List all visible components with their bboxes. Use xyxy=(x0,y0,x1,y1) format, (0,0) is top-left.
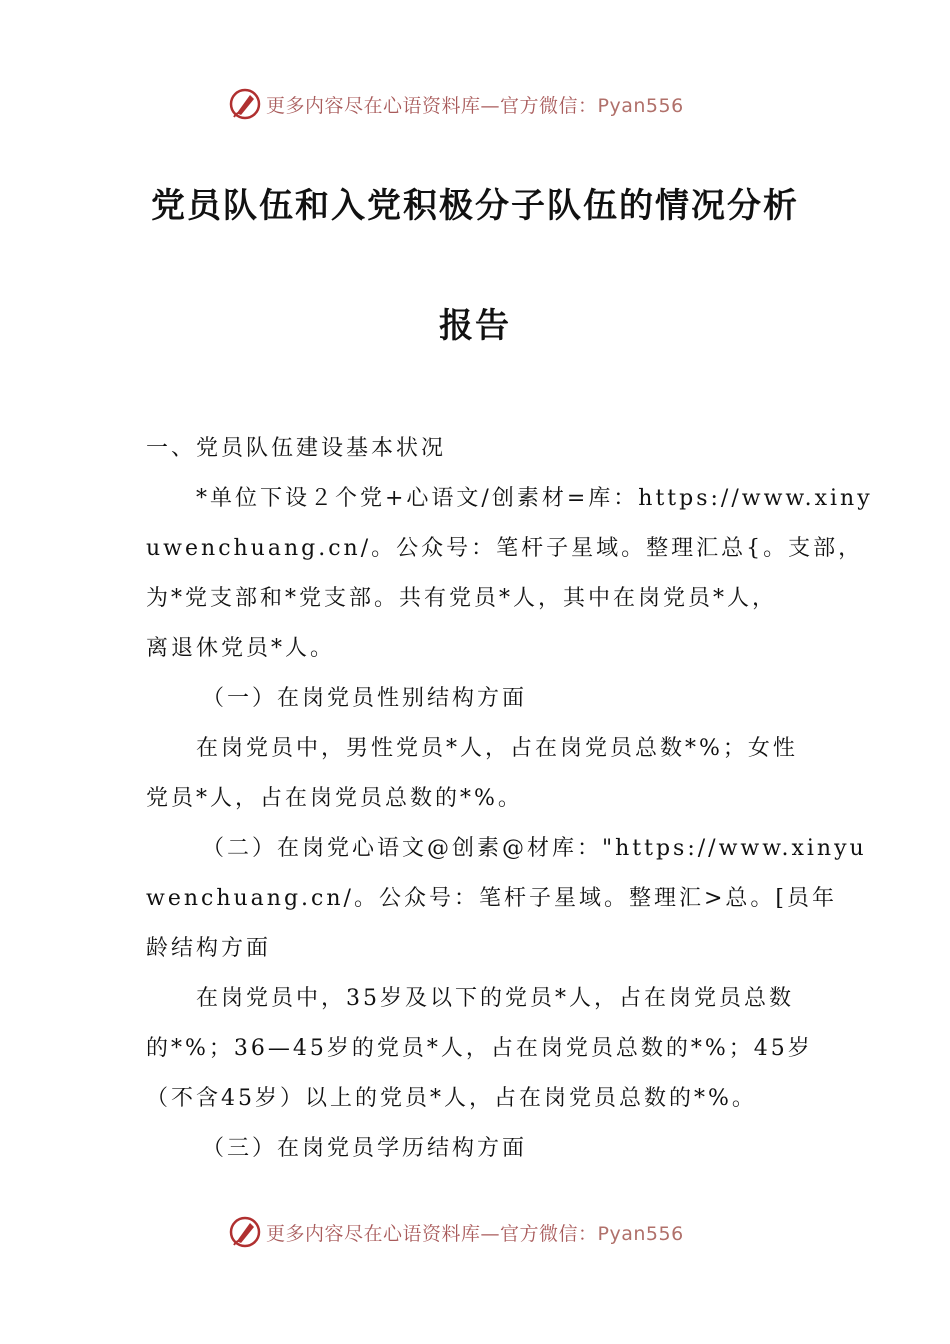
header-banner-cn: 更多内容尽在心语资料库—官方微信： xyxy=(266,94,598,117)
pen-nib-logo-icon xyxy=(228,1215,262,1249)
body-line: 在岗党员中，35岁及以下的党员*人，占在岗党员总数 xyxy=(196,986,794,1011)
document-title-line-2: 报告 xyxy=(439,306,511,346)
body-line: 龄结构方面 xyxy=(146,936,272,961)
subsection-heading: （三）在岗党员学历结构方面 xyxy=(202,1136,528,1161)
body-line: wenchuang.cn/。公众号：笔杆子星域。整理汇>总。[员年 xyxy=(146,886,837,911)
body-line: 党员*人，占在岗党员总数的*%。 xyxy=(146,786,523,811)
body-line: *单位下设２个党+心语文/创素材=库：https://www.xiny xyxy=(196,486,873,511)
body-line: uwenchuang.cn/。公众号：笔杆子星域。整理汇总{。支部， xyxy=(146,536,864,561)
pen-nib-logo-icon xyxy=(228,87,262,121)
body-line: 为*党支部和*党支部。共有党员*人，其中在岗党员*人， xyxy=(146,586,778,611)
header-banner-wechat-id: Pyan556 xyxy=(597,94,684,117)
footer-banner-text xyxy=(266,1219,684,1246)
body-line: 的*%；36—45岁的党员*人，占在岗党员总数的*%；45岁 xyxy=(146,1036,813,1061)
body-line: 在岗党员中，男性党员*人，占在岗党员总数*%；女性 xyxy=(196,736,798,761)
header-banner-text xyxy=(266,91,684,118)
header-banner xyxy=(0,84,950,124)
body-line: 离退休党员*人。 xyxy=(146,636,336,661)
footer-banner-cn: 更多内容尽在心语资料库—官方微信： xyxy=(266,1222,598,1245)
subsection-heading: （二）在岗党心语文@创素@材库："https://www.xinyu xyxy=(202,836,867,861)
document-title-line-1: 党员队伍和入党积极分子队伍的情况分析 xyxy=(151,186,799,226)
body-line: （不含45岁）以上的党员*人，占在岗党员总数的*%。 xyxy=(146,1086,757,1111)
footer-banner xyxy=(0,1212,950,1252)
section-heading-1: 一、党员队伍建设基本状况 xyxy=(146,436,447,461)
subsection-heading: （一）在岗党员性别结构方面 xyxy=(202,686,528,711)
footer-banner-wechat-id: Pyan556 xyxy=(597,1222,684,1245)
